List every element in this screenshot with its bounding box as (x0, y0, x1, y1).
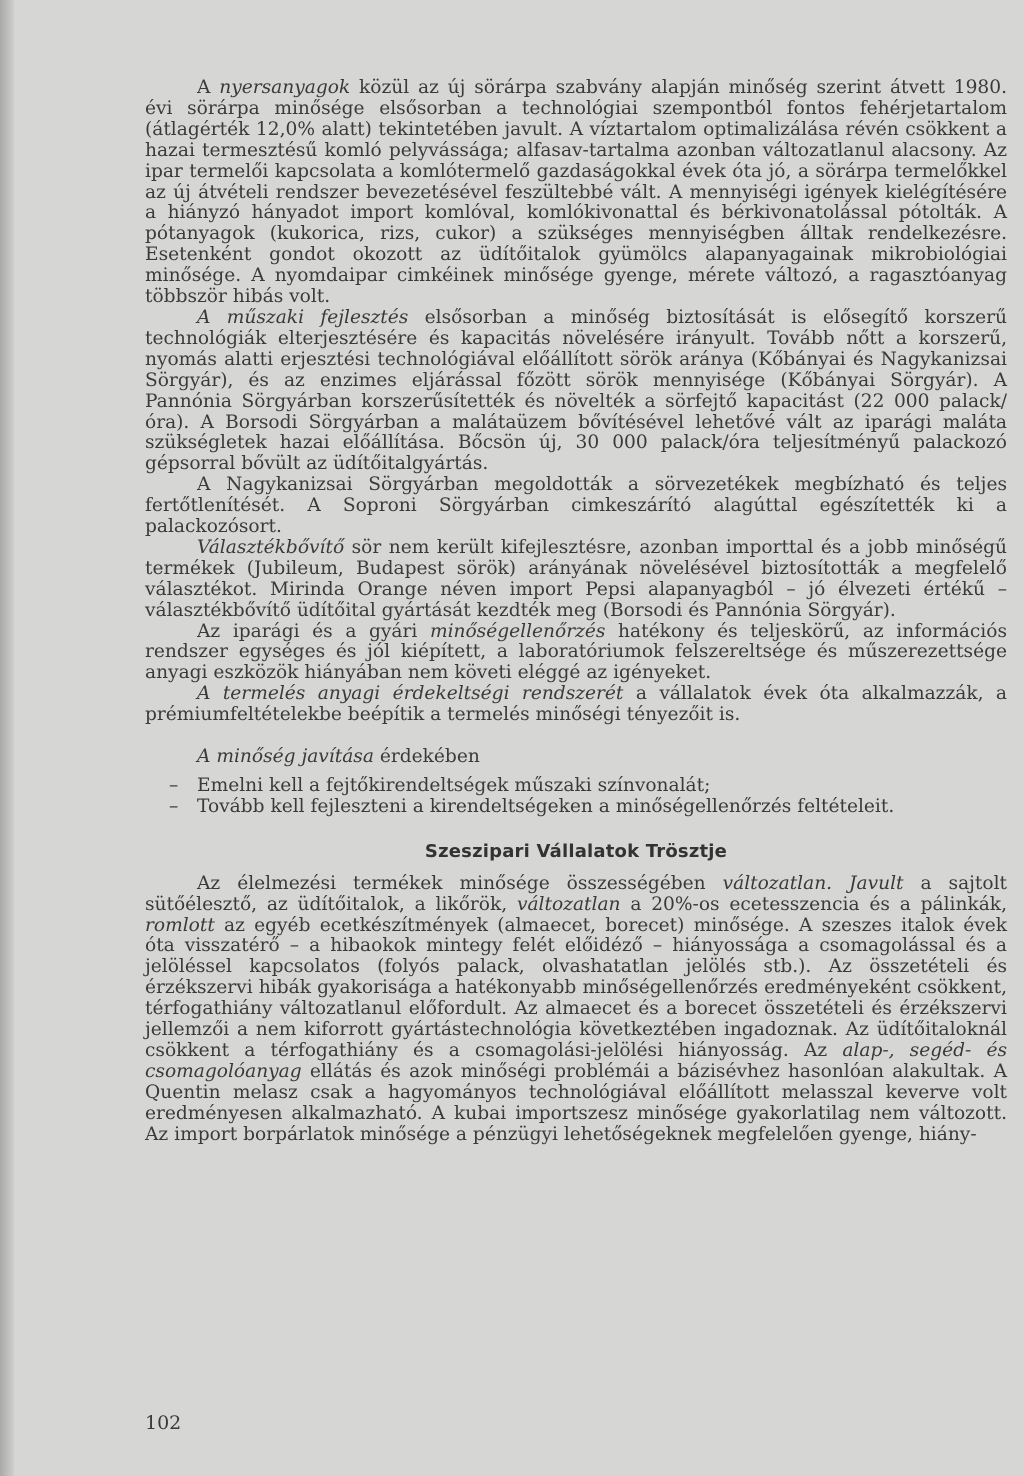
paragraph (145, 874, 1007, 1146)
paragraph (145, 684, 1007, 726)
page-number: 102 (145, 1412, 182, 1434)
text-run: A Nagykanizsai Sörgyárban megoldották a sörvezetékek megbízható és teljes fertőtlenítését. A Soproni Sörgyárban cimkeszárító alagúttal egészítették ki a palackozósort. (145, 474, 1007, 538)
text-run: sör nem került kifejlesztésre, azonban importtal és a jobb minőségű termékek (Jubileum, Budapest sörök) arányának növelésével biztosították a megfelelő választékot. Mirinda Orange néven import Pepsi alapanyagból – jó élvezeti értékű – választékbővítő üdítőital gyártását kezdték meg (Borsodi és Pannónia Sörgyár). (145, 536, 1007, 621)
text-run: Az élelmezési termékek minősége összességében (197, 872, 723, 894)
italic-phrase: alap-, segéd- és csomagolóanyag (145, 1039, 1007, 1082)
italic-phrase: A műszaki fejlesztés (197, 306, 409, 328)
text-run: közül az új sörárpa szabvány alapján minőség szerint átvett 1980. évi sörárpa minősége elsősorban a technológiai szempontból fontos fehérjetartalom (átlagérték 12,0% alatt) tekintetében javult. A víztartalom optimalizálása révén csökkent a hazai termesztésű komló pelyvássága; alfasav-tartalma azonban változatlanul alacsony. Az ipar termelői kapcsolata a komlótermelő gazdaságokkal évek óta jó, a sörárpa termelőkkel az új átvételi rendszer bevezetésével feszültebbé vált. A mennyiségi igények kielégítésére a hiányzó hányadot import komlóval, komlókivonattal és bérkivonatolással pótolták. A pótanyagok (kukorica, rizs, cukor) a szükséges mennyiségben álltak rendelkezésre. Esetenként gondot okozott az üdítőitalok gyümölcs alapanyagainak mikrobiológiai minősége. A nyomdaipar cimkéinek minősége gyenge, mérete változó, a ragasztóanyag többször hibás volt. (145, 77, 1008, 308)
improvement-list (145, 776, 1007, 818)
spacer (145, 726, 1007, 747)
page-spine-shadow (0, 0, 14, 1476)
text-run: a sajtolt sütőélesztő, az üdítőitalok, a likőrök, (145, 872, 1008, 915)
paragraph (145, 78, 1007, 308)
italic-phrase: A minőség javítása (197, 746, 374, 768)
improvement-intro (145, 747, 1007, 768)
italic-phrase: romlott (145, 914, 215, 936)
list-item: – Emelni kell a fejtőkirendeltségek műszaki színvonalát; (145, 776, 1007, 797)
text-run: érdekében (373, 746, 480, 768)
text-run: hatékony és teljeskörű, az információs rendszer egységes és jól kiépített, a laboratóriumok felszereltsége és műszerezettsége anyagi eszközök hiányában nem követi eléggé az igényeket. (145, 620, 1007, 684)
text-run: a 20%-os ecetesszencia és a pálinkák, (620, 893, 1007, 915)
body-text (145, 78, 1007, 1146)
text-run: Az iparági és a gyári (197, 620, 430, 642)
section-title: Szeszipari Vállalatok Trösztje (424, 840, 728, 862)
paragraph (145, 622, 1007, 685)
spirits-section (145, 874, 1007, 1146)
text-run: ellátás és azok minőségi problémái a bázisévhez hasonlóan alakultak. A Quentin melasz csak a hagyományos technológiával előállított melasszal keverve volt eredményesen alkalmazható. A kubai importszesz minősége gyakorlatilag nem változott. Az import borpárlatok minősége a pénzügyi lehetőségeknek megfelelően gyenge, hiány- (145, 1060, 1007, 1145)
italic-phrase: változatlan (516, 893, 621, 915)
paragraph (145, 475, 1007, 538)
italic-phrase: változatlan. Javult (722, 872, 904, 894)
paragraph (145, 538, 1007, 622)
italic-phrase: nyersanyagok (219, 77, 351, 98)
italic-phrase: minőségellenőrzés (429, 620, 606, 642)
list-item: – Tovább kell fejleszteni a kirendeltségeken a minőségellenőrzés feltételeit. (145, 797, 1007, 818)
text-run: a vállalatok évek óta alkalmazzák, a prémiumfeltételekbe beépítik a termelés minőségi tényezőit is. (145, 683, 1008, 726)
paragraph (145, 308, 1007, 475)
text-run: A (197, 77, 220, 98)
italic-phrase: Választékbővítő (197, 536, 345, 558)
brewing-section (145, 78, 1007, 726)
text-run: az egyéb ecetkészítmények (almaecet, borecet) minősége. A szeszes italok évek óta visszatérő – a hibaokok mintegy felét előidéző – hiányossága a csomagolással és a jelöléssel kapcsolatos (folyós palack, olvashatatlan jelölés stb.). Az összetételi és érzékszervi hibák gyakorisága a hatékonyabb minőségellenőrzés eredményeként csökkent, térfogathiány változatlanul előfordult. Az almaecet és a borecet összetételi és érzékszervi jellemzői a nem kiforrott gyártástechnológia következtében ingadoznak. Az üdítőitaloknál csökkent a térfogathiány és a csomagolási-jelölési hiányosság. Az (145, 914, 1007, 1061)
text-run: elsősorban a minőség biztosítását is elősegítő korszerű technológiák elterjesztésére és kapacitás növelésére irányult. Tovább nőtt a korszerű, nyomás alatti erjesztési technológiával előállított sörök aránya (Kőbányai és Nagykanizsai Sörgyár), és az enzimes eljárással főzött sörök mennyisége (Kőbányai Sörgyár). A Pannónia Sörgyárban korszerűsítették és növelték a sörfejtő kapacitást (22 000 palack/óra). A Borsodi Sörgyárban a malátaüzem bővítésével lehetővé vált az iparági maláta szükségletek hazai előállítása. Bőcsön új, 30 000 palack/óra teljesítményű palackozó gépsorral bővült az üdítőitalgyártás. (145, 306, 1008, 475)
italic-phrase: A termelés anyagi érdekeltségi rendszerét (197, 683, 624, 705)
